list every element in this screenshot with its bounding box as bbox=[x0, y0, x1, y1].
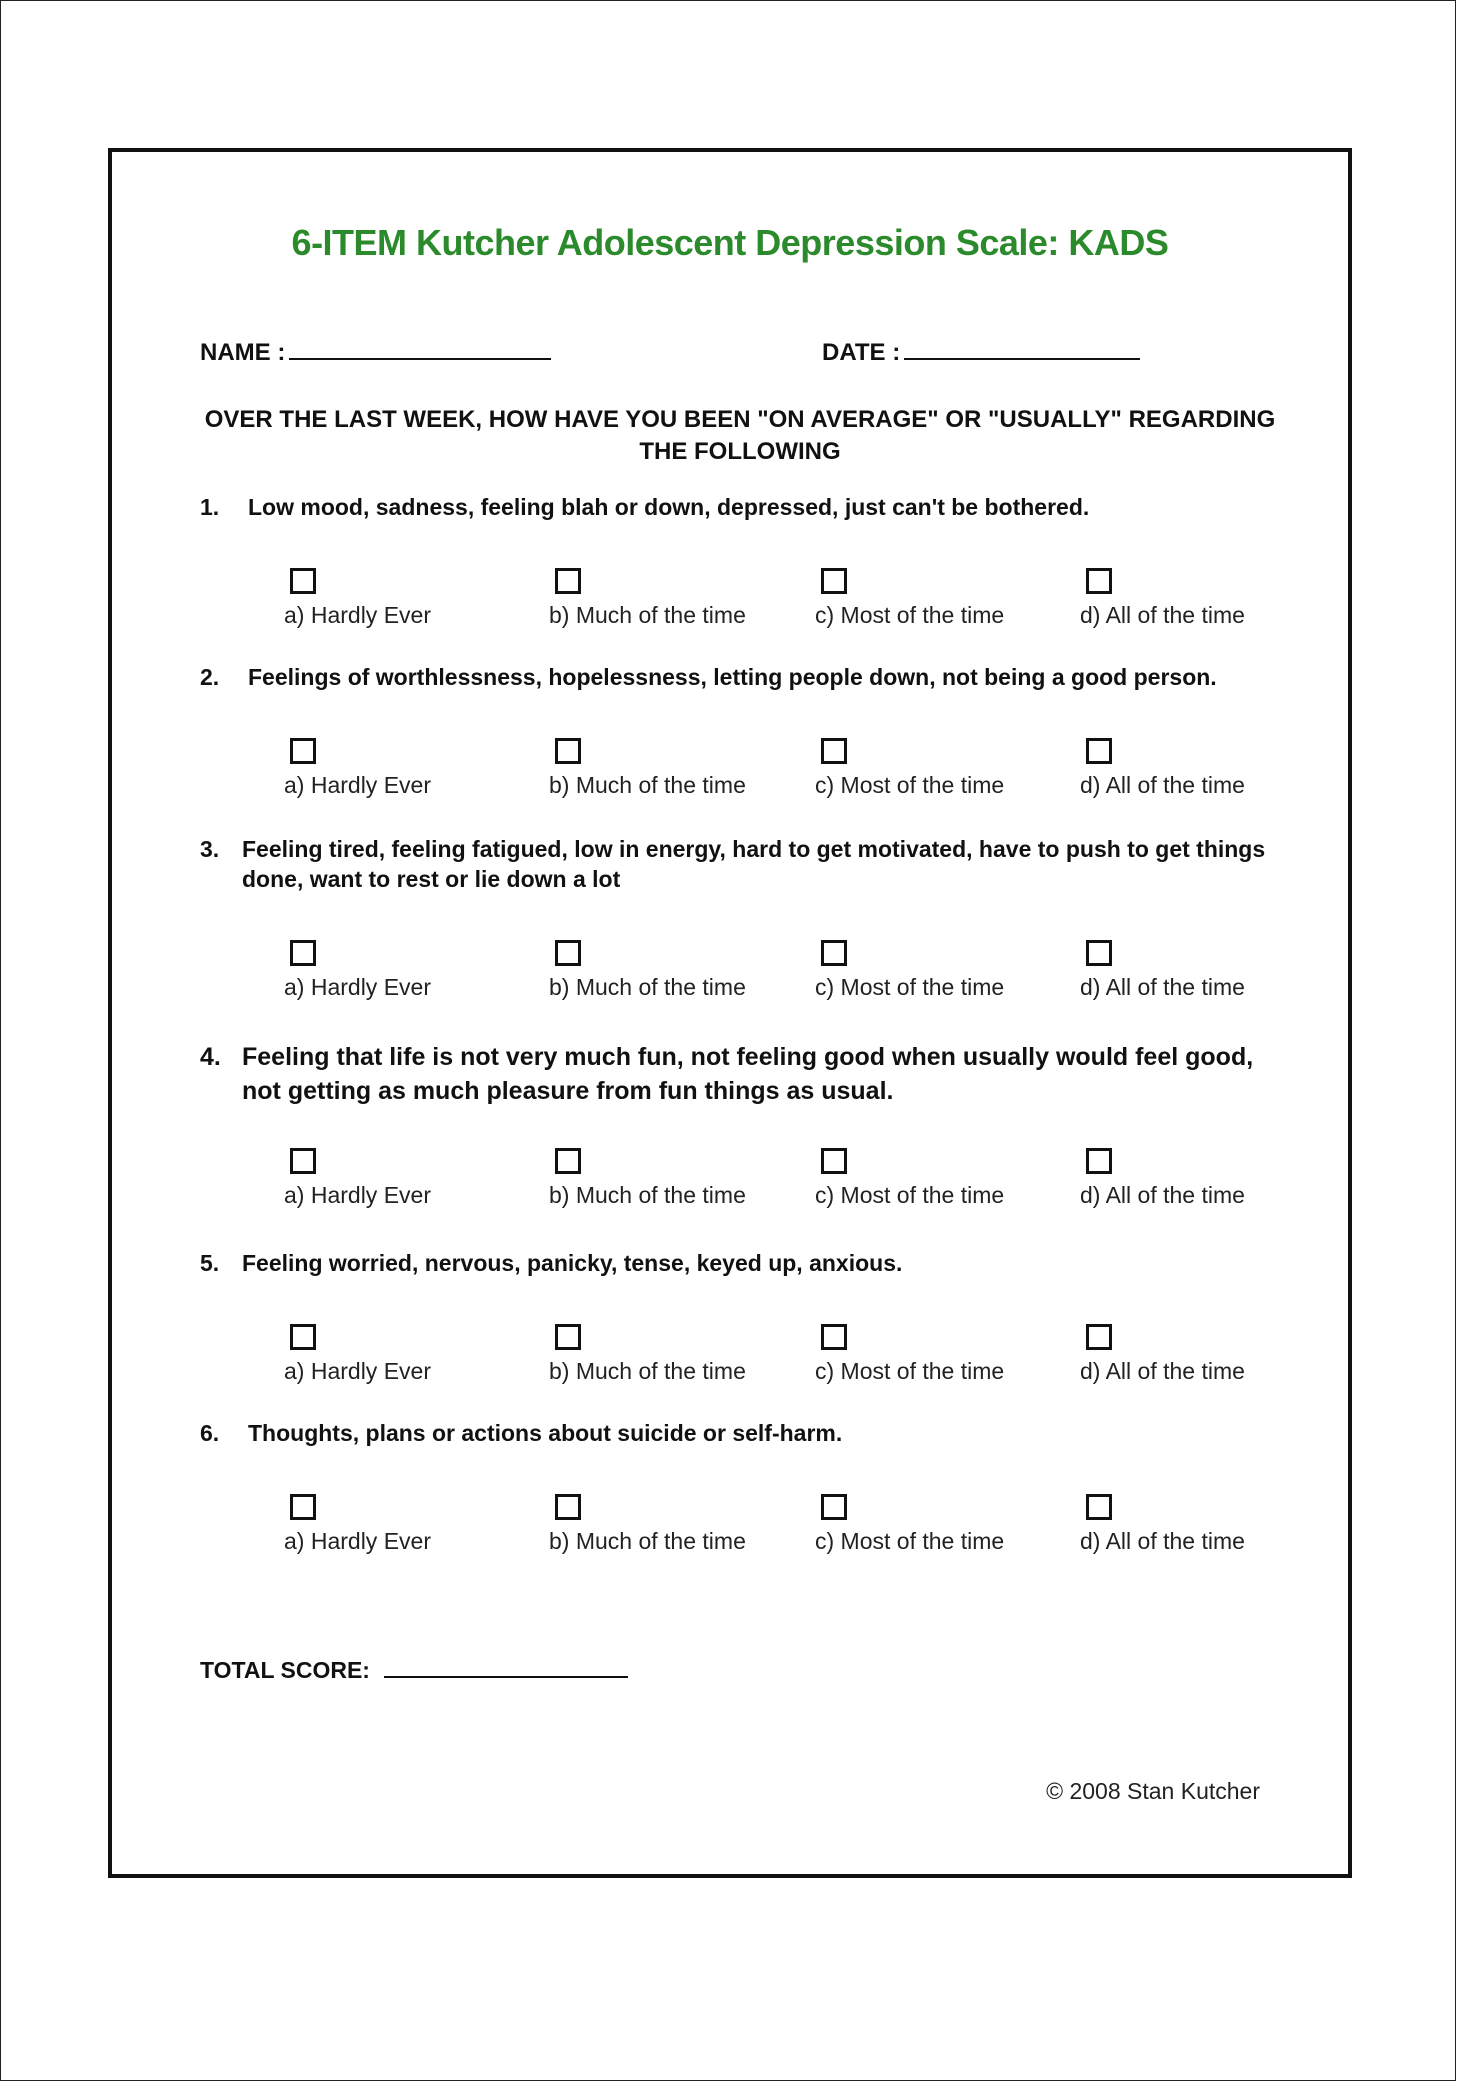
checkbox[interactable] bbox=[821, 1324, 847, 1350]
option-label: a) Hardly Ever bbox=[284, 1358, 431, 1384]
date-field bbox=[822, 338, 1140, 367]
question-1-options bbox=[112, 568, 1356, 638]
checkbox[interactable] bbox=[1086, 738, 1112, 764]
option-d[interactable] bbox=[1080, 1324, 1280, 1385]
date-input-line[interactable] bbox=[904, 338, 1140, 360]
question-5-options bbox=[112, 1324, 1356, 1394]
option-label: d) All of the time bbox=[1080, 1358, 1245, 1384]
option-a[interactable] bbox=[284, 1324, 484, 1385]
option-label: d) All of the time bbox=[1080, 602, 1245, 628]
checkbox[interactable] bbox=[290, 1494, 316, 1520]
question-4 bbox=[200, 1040, 1280, 1108]
copyright-notice: © 2008 Stan Kutcher bbox=[1046, 1778, 1260, 1804]
option-label: c) Most of the time bbox=[815, 1528, 1005, 1554]
option-label: a) Hardly Ever bbox=[284, 1182, 431, 1208]
checkbox[interactable] bbox=[821, 1494, 847, 1520]
question-2-options bbox=[112, 738, 1356, 808]
option-c[interactable] bbox=[815, 568, 1015, 629]
option-label: c) Most of the time bbox=[815, 974, 1005, 1000]
checkbox[interactable] bbox=[1086, 568, 1112, 594]
option-label: b) Much of the time bbox=[549, 772, 746, 798]
option-b[interactable] bbox=[549, 940, 749, 1001]
name-input-line[interactable] bbox=[289, 338, 551, 360]
question-text: Feeling tired, feeling fatigued, low in energy, hard to get motivated, have to push to get things done, want to rest or lie down a lot bbox=[242, 836, 1266, 892]
checkbox[interactable] bbox=[290, 940, 316, 966]
name-field bbox=[200, 338, 551, 367]
checkbox[interactable] bbox=[1086, 1148, 1112, 1174]
option-b[interactable] bbox=[549, 568, 749, 629]
option-label: a) Hardly Ever bbox=[284, 1528, 431, 1554]
date-label: DATE : bbox=[822, 339, 901, 366]
option-label: d) All of the time bbox=[1080, 1182, 1245, 1208]
question-6-options bbox=[112, 1494, 1356, 1564]
form-title: 6-ITEM Kutcher Adolescent Depression Scale: KADS bbox=[291, 222, 1169, 263]
option-label: a) Hardly Ever bbox=[284, 974, 431, 1000]
question-1 bbox=[200, 492, 1280, 522]
checkbox[interactable] bbox=[821, 568, 847, 594]
total-score-label: TOTAL SCORE: bbox=[200, 1657, 370, 1683]
checkbox[interactable] bbox=[555, 738, 581, 764]
checkbox[interactable] bbox=[290, 568, 316, 594]
option-label: d) All of the time bbox=[1080, 772, 1245, 798]
checkbox[interactable] bbox=[290, 1324, 316, 1350]
checkbox[interactable] bbox=[1086, 1324, 1112, 1350]
option-c[interactable] bbox=[815, 1324, 1015, 1385]
question-text: Feeling worried, nervous, panicky, tense, keyed up, anxious. bbox=[242, 1250, 903, 1276]
question-number: 4. bbox=[200, 1043, 221, 1071]
option-c[interactable] bbox=[815, 1148, 1015, 1209]
question-5 bbox=[200, 1248, 1280, 1278]
checkbox[interactable] bbox=[821, 940, 847, 966]
question-text: Thoughts, plans or actions about suicide or self-harm. bbox=[248, 1420, 843, 1446]
option-label: b) Much of the time bbox=[549, 1528, 746, 1554]
option-d[interactable] bbox=[1080, 1494, 1280, 1555]
question-2 bbox=[200, 662, 1280, 692]
option-c[interactable] bbox=[815, 940, 1015, 1001]
question-number: 6. bbox=[200, 1420, 220, 1446]
option-a[interactable] bbox=[284, 738, 484, 799]
option-label: b) Much of the time bbox=[549, 602, 746, 628]
option-a[interactable] bbox=[284, 940, 484, 1001]
checkbox[interactable] bbox=[290, 738, 316, 764]
option-b[interactable] bbox=[549, 1494, 749, 1555]
option-label: b) Much of the time bbox=[549, 974, 746, 1000]
option-label: c) Most of the time bbox=[815, 1182, 1005, 1208]
option-b[interactable] bbox=[549, 1324, 749, 1385]
checkbox[interactable] bbox=[1086, 1494, 1112, 1520]
checkbox[interactable] bbox=[290, 1148, 316, 1174]
checkbox[interactable] bbox=[821, 1148, 847, 1174]
question-text: Feeling that life is not very much fun, not feeling good when usually would feel good, not getting as much pleasure from fun things as usual. bbox=[242, 1043, 1254, 1105]
checkbox[interactable] bbox=[555, 1324, 581, 1350]
option-d[interactable] bbox=[1080, 738, 1280, 799]
option-label: b) Much of the time bbox=[549, 1182, 746, 1208]
option-label: c) Most of the time bbox=[815, 772, 1005, 798]
option-d[interactable] bbox=[1080, 568, 1280, 629]
option-label: c) Most of the time bbox=[815, 602, 1005, 628]
question-6 bbox=[200, 1418, 1280, 1448]
option-b[interactable] bbox=[549, 1148, 749, 1209]
option-label: b) Much of the time bbox=[549, 1358, 746, 1384]
question-3-options bbox=[112, 940, 1356, 1010]
question-number: 2. bbox=[200, 664, 220, 690]
checkbox[interactable] bbox=[555, 568, 581, 594]
option-label: d) All of the time bbox=[1080, 974, 1245, 1000]
option-a[interactable] bbox=[284, 1494, 484, 1555]
option-a[interactable] bbox=[284, 568, 484, 629]
checkbox[interactable] bbox=[821, 738, 847, 764]
checkbox[interactable] bbox=[555, 1494, 581, 1520]
option-d[interactable] bbox=[1080, 940, 1280, 1001]
option-b[interactable] bbox=[549, 738, 749, 799]
total-score-field bbox=[200, 1656, 628, 1684]
question-number: 1. bbox=[200, 494, 220, 520]
question-3 bbox=[200, 834, 1280, 894]
option-label: a) Hardly Ever bbox=[284, 602, 431, 628]
instruction-text: OVER THE LAST WEEK, HOW HAVE YOU BEEN "ON AVERAGE" OR "USUALLY" REGARDING THE FOLLOWING bbox=[204, 406, 1276, 465]
checkbox[interactable] bbox=[1086, 940, 1112, 966]
kads-form bbox=[108, 148, 1352, 1878]
option-a[interactable] bbox=[284, 1148, 484, 1209]
option-d[interactable] bbox=[1080, 1148, 1280, 1209]
option-label: a) Hardly Ever bbox=[284, 772, 431, 798]
question-number: 3. bbox=[200, 836, 220, 862]
checkbox[interactable] bbox=[555, 940, 581, 966]
option-label: d) All of the time bbox=[1080, 1528, 1245, 1554]
option-c[interactable] bbox=[815, 738, 1015, 799]
question-text: Feelings of worthlessness, hopelessness, letting people down, not being a good person. bbox=[248, 664, 1217, 690]
name-label: NAME : bbox=[200, 339, 286, 366]
question-text: Low mood, sadness, feeling blah or down, depressed, just can't be bothered. bbox=[248, 494, 1090, 520]
question-4-options bbox=[112, 1148, 1356, 1218]
checkbox[interactable] bbox=[555, 1148, 581, 1174]
option-label: c) Most of the time bbox=[815, 1358, 1005, 1384]
question-number: 5. bbox=[200, 1250, 220, 1276]
total-score-input-line[interactable] bbox=[384, 1656, 628, 1678]
option-c[interactable] bbox=[815, 1494, 1015, 1555]
